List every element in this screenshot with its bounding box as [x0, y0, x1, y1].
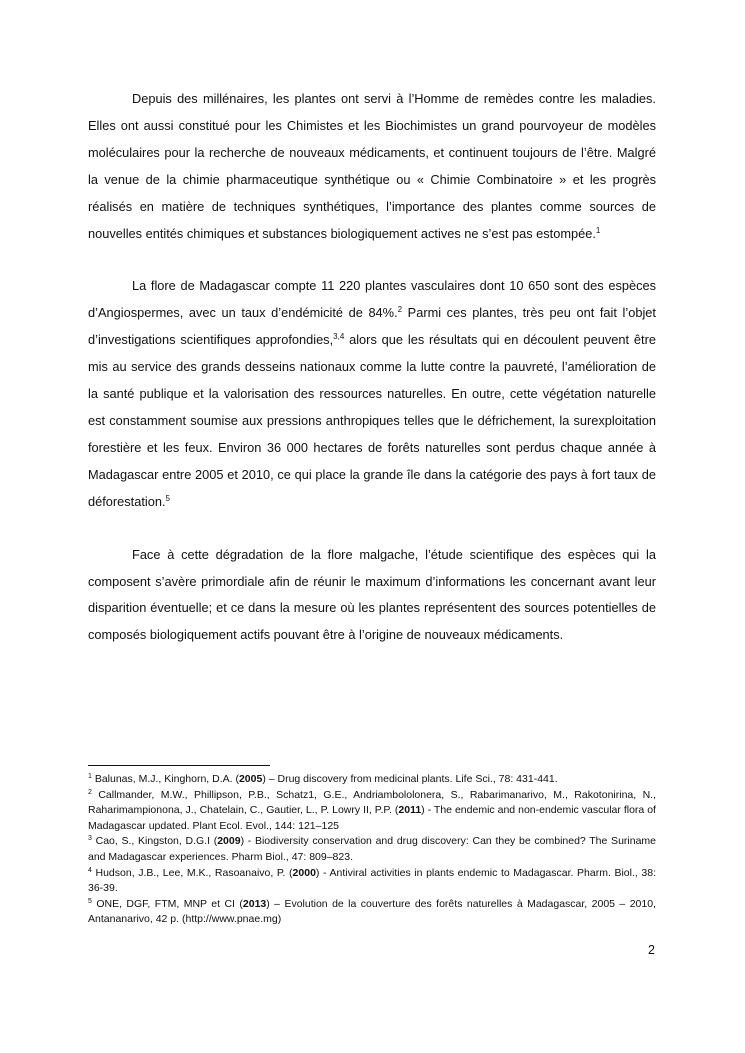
paragraph-2-text-b: Parmi ces plantes, très peu ont fait l’objet d’investigations scientifiques approfondies,: [88, 305, 656, 348]
footnote-5: [88, 897, 656, 928]
footnote-year: 2013: [242, 897, 267, 910]
footnote-text: ONE, DGF, FTM, MNP et CI (: [91, 897, 243, 910]
footnote-text: Hudson, J.B., Lee, M.K., Rasoanaivo, P. (: [91, 866, 293, 879]
paragraph-2-text-a: La flore de Madagascar compte 11 220 plantes vasculaires dont 10 650 sont des espèces d’Angiospermes, avec un taux d’endémicité de 84%.: [88, 278, 656, 321]
body-text: [88, 86, 656, 675]
footnote-number: 1: [88, 773, 92, 780]
footnote-year: 2009: [217, 835, 241, 848]
footnote-2: [88, 788, 656, 835]
paragraph-2-text-c: alors que les résultats qui en découlent peuvent être mis au service des grands desseins nationaux comme la lutte contre la pauvreté, l’amélioration de la santé publique et la valorisation des ressources naturelles. En outre, cette végétation naturelle est constamment soumise aux pressions anthropiques telles que le défrichement, la surexploitation forestière et les feux. Environ 36 000 hectares de forêts naturelles sont perdus chaque année à Madagascar entre 2005 et 2010, ce qui place la grande île dans la catégorie des pays à fort taux de déforestation.: [88, 332, 656, 509]
footnote-year: 2011: [398, 804, 422, 817]
paragraph-1: [88, 86, 656, 247]
footnotes: [88, 772, 656, 928]
footnote-text: ) - The endemic and non-endemic vascular flora of Madagascar updated. Plant Ecol. Evol., 144: 121–125: [88, 804, 656, 832]
footnote-3: [88, 834, 656, 865]
footnote-text: Balunas, M.J., Kinghorn, D.A. (: [91, 773, 239, 785]
footnote-text: ) - Biodiversity conservation and drug discovery: Can they be combined? The Suriname and Madagascar experiences. Pharm Biol., 47: 809–823.: [88, 835, 656, 863]
footnote-text: ) - Antiviral activities in plants endemic to Madagascar. Pharm. Biol., 38: 36-39.: [88, 866, 656, 895]
footnote-number: 3: [88, 835, 92, 843]
footnote-ref-5: 5: [165, 493, 170, 503]
footnote-4: [88, 866, 656, 897]
paragraph-3-text: Face à cette dégradation de la flore malgache, l’étude scientifique des espèces qui la composent s’avère primordiale afin de réunir le maximum d’informations les concernant avant leur disparition éventuelle; et ce dans la mesure où les plantes représentent des sources potentielles de composés biologiquement actifs pouvant être à l’origine de nouveaux médicaments.: [88, 546, 656, 643]
footnote-separator: [88, 765, 270, 766]
footnote-year: 2000: [292, 866, 316, 879]
footnote-text: Callmander, M.W., Phillipson, P.B., Schatz1, G.E., Andriambololonera, S., Rabarimanarivo, M., Rakotonirina, N., Raharimampionona, J., Chatelain, C., Gautier, L., P. Lowry II, P.P. (: [88, 788, 656, 817]
footnote-number: 5: [88, 897, 92, 905]
footnote-ref-2: 2: [397, 305, 403, 315]
paragraph-3: [88, 542, 656, 650]
footnote-number: 4: [88, 866, 92, 874]
paragraph-1-text: Depuis des millénaires, les plantes ont servi à l’Homme de remèdes contre les maladies. Elles ont aussi constitué pour les Chimistes et les Biochimistes un grand pourvoyeur de modèles moléculaires pour la recherche de nouveaux médicaments, et continuent toujours de l’être. Malgré la venue de la chimie pharmaceutique synthétique ou « Chimie Combinatoire » et les progrès réalisés en matière de techniques synthétiques, l’importance des plantes comme sources de nouvelles entités chimiques et substances biologiquement actives ne s’est pas estompée.: [88, 91, 656, 241]
footnote-ref-3-4: 3,4: [333, 332, 345, 342]
footnote-ref-1: 1: [595, 225, 601, 235]
footnote-year: 2005: [238, 773, 263, 785]
footnote-text: Cao, S., Kingston, D.G.I (: [91, 835, 218, 848]
footnote-1: [88, 772, 656, 788]
footnote-text: ) – Drug discovery from medicinal plants. Life Sci., 78: 431-441.: [262, 773, 558, 785]
paragraph-2: [88, 273, 656, 515]
footnote-number: 2: [88, 788, 92, 796]
footnote-text: ) – Evolution de la couverture des forêts naturelles à Madagascar, 2005 – 2010, Antananarivo, 42 p. (http://www.pnae.mg): [88, 897, 656, 926]
page-number: 2: [648, 943, 655, 957]
